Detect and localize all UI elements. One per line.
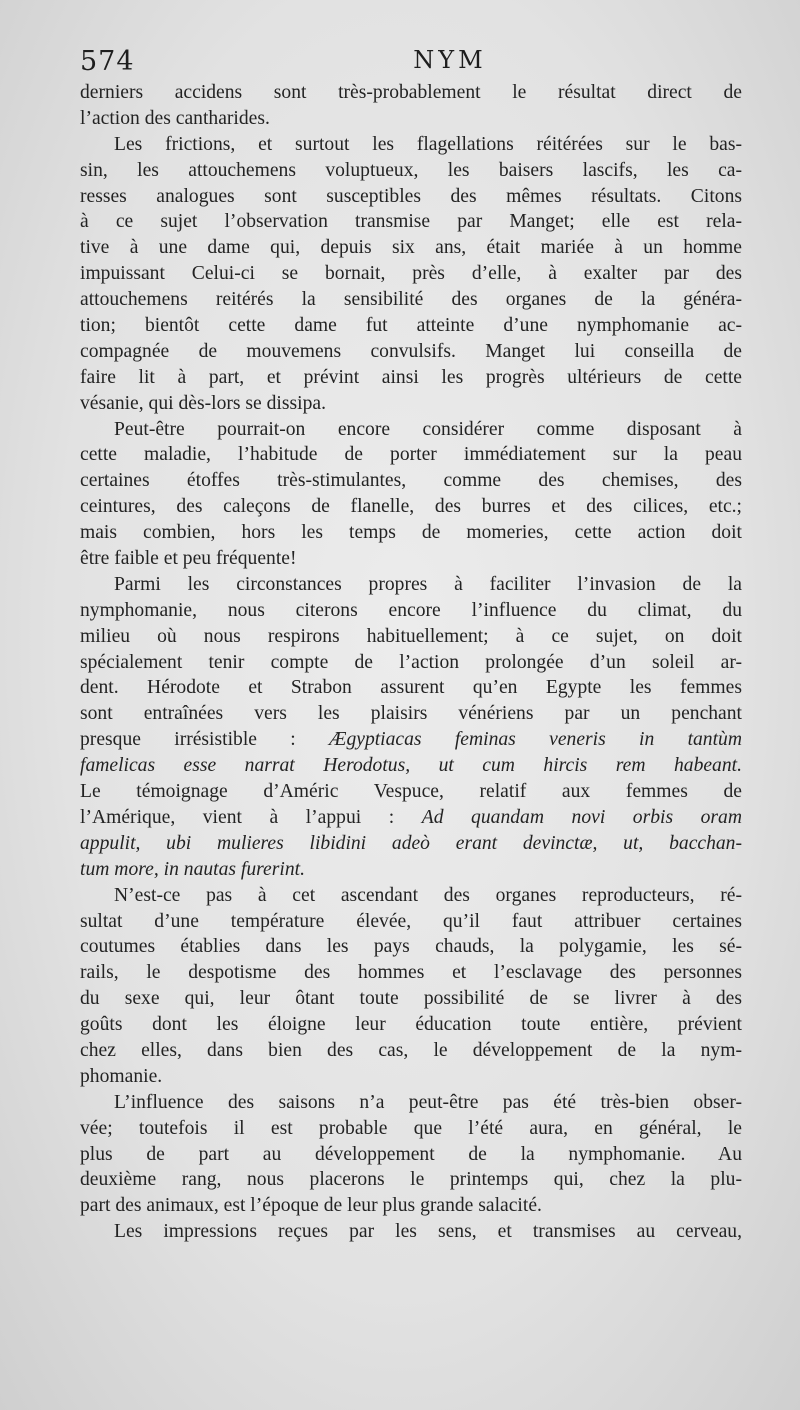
text-line xyxy=(80,365,742,391)
text-line-roman: sin, les attouchemens voluptueux, les baisers lascifs, les ca- xyxy=(80,159,742,181)
text-line-roman: Parmi les circonstances propres à faciliter l’invasion de la xyxy=(114,573,742,595)
text-line-roman: milieu où nous respirons habituellement; à ce sujet, on doit xyxy=(80,625,742,647)
text-line xyxy=(80,831,742,857)
text-line-roman: à ce sujet l’observation transmise par Manget; elle est rela- xyxy=(80,211,742,233)
text-line xyxy=(80,986,742,1012)
page-number: 574 xyxy=(80,46,135,77)
text-line xyxy=(80,1012,742,1038)
text-line-roman: l’action des cantharides. xyxy=(80,107,270,129)
text-line xyxy=(80,287,742,313)
text-line-roman: sultat d’une température élevée, qu’il faut attribuer certaines xyxy=(80,910,742,932)
text-line xyxy=(80,1142,742,1168)
text-line xyxy=(80,209,742,235)
text-line-italic: Ægyptiacas feminas veneris in tantùm xyxy=(329,729,742,751)
text-line xyxy=(80,805,742,831)
text-line-roman: ceintures, des caleçons de flanelle, des burres et des cilices, etc.; xyxy=(80,496,742,518)
text-line-roman: faire lit à part, et prévint ainsi les progrès ultérieurs de cette xyxy=(80,366,742,388)
text-line-roman: N’est-ce pas à cet ascendant des organes reproducteurs, ré- xyxy=(114,884,742,906)
text-line-roman: tive à une dame qui, depuis six ans, était mariée à un homme xyxy=(80,237,742,259)
running-head: NYM xyxy=(413,46,487,74)
text-line-roman: compagnée de mouvemens convulsifs. Manget lui conseilla de xyxy=(80,340,742,362)
text-line-roman: cette maladie, l’habitude de porter immédiatement sur la peau xyxy=(80,444,742,466)
text-line-roman: plus de part au développement de la nymphomanie. Au xyxy=(80,1143,742,1165)
text-line-roman: chez elles, dans bien des cas, le développement de la nym- xyxy=(80,1039,742,1061)
text-line xyxy=(80,184,742,210)
page-header xyxy=(80,46,740,78)
text-line-italic: famelicas esse narrat Herodotus, ut cum hircis rem habeant. xyxy=(80,755,742,777)
text-line-roman: spécialement tenir compte de l’action prolongée d’un soleil ar- xyxy=(80,651,742,673)
text-line-roman: L’influence des saisons n’a peut-être pas été très-bien obser- xyxy=(114,1091,742,1113)
text-line xyxy=(80,727,742,753)
text-line xyxy=(80,572,742,598)
text-line-roman: derniers accidens sont très-probablement le résultat direct de xyxy=(80,82,742,103)
text-line xyxy=(80,624,742,650)
text-line xyxy=(80,417,742,443)
text-line-roman: dent. Hérodote et Strabon assurent qu’en Egypte les femmes xyxy=(80,677,742,699)
text-line xyxy=(80,313,742,339)
text-line xyxy=(80,494,742,520)
text-line-roman: deuxième rang, nous placerons le printemps qui, chez la plu- xyxy=(80,1169,742,1191)
text-line xyxy=(80,675,742,701)
body-text xyxy=(80,80,742,1245)
text-line-roman: du sexe qui, leur ôtant toute possibilité de se livrer à des xyxy=(80,988,742,1010)
text-line xyxy=(80,520,742,546)
text-line xyxy=(80,1219,742,1245)
text-line xyxy=(80,598,742,624)
text-line-roman: tion; bientôt cette dame fut atteinte d’une nymphomanie ac- xyxy=(80,315,742,337)
text-line-roman: mais combien, hors les temps de momeries, cette action doit xyxy=(80,522,742,544)
text-line-roman: vée; toutefois il est probable que l’été aura, en général, le xyxy=(80,1117,742,1139)
text-line-roman: coutumes établies dans les pays chauds, la polygamie, les sé- xyxy=(80,936,742,958)
text-line xyxy=(80,650,742,676)
text-line-roman: phomanie. xyxy=(80,1065,163,1087)
text-line-roman: être faible et peu fréquente! xyxy=(80,548,297,570)
text-line-roman: resses analogues sont susceptibles des mêmes résultats. Citons xyxy=(80,185,742,207)
text-line-roman: Les frictions, et surtout les flagellations réitérées sur le bas- xyxy=(114,133,742,155)
text-line xyxy=(80,1038,742,1064)
text-line-roman: attouchemens reitérés la sensibilité des organes de la généra- xyxy=(80,289,742,311)
text-line xyxy=(80,1090,742,1116)
text-line-roman: rails, le despotisme des hommes et l’esclavage des personnes xyxy=(80,962,742,984)
text-line xyxy=(80,701,742,727)
text-line-roman: l’Amérique, vient à l’appui : xyxy=(80,806,395,828)
text-line xyxy=(80,106,742,132)
text-line xyxy=(80,158,742,184)
text-line-roman: impuissant Celui-ci se bornait, près d’elle, à exalter par des xyxy=(80,263,742,285)
text-line-roman: sont entraînées vers les plaisirs vénériens par un penchant xyxy=(80,703,742,725)
text-line xyxy=(80,1167,742,1193)
text-line xyxy=(80,132,742,158)
text-line-roman: presque irrésistible : xyxy=(80,729,296,751)
text-line xyxy=(80,1064,742,1090)
text-line xyxy=(80,883,742,909)
text-line-roman: Le témoignage d’Améric Vespuce, relatif aux femmes de xyxy=(80,781,742,803)
text-line xyxy=(80,261,742,287)
text-line xyxy=(80,753,742,779)
text-line xyxy=(80,934,742,960)
text-line-roman: Les impressions reçues par les sens, et transmises au cerveau, xyxy=(114,1221,742,1243)
text-line-italic: tum more, in nautas furerint. xyxy=(80,858,305,880)
text-line xyxy=(80,960,742,986)
text-line xyxy=(80,779,742,805)
text-line-italic: appulit, ubi mulieres libidini adeò erant devinctæ, ut, bacchan- xyxy=(80,832,742,854)
text-line-roman: nymphomanie, nous citerons encore l’influence du climat, du xyxy=(80,599,742,621)
text-line xyxy=(80,909,742,935)
text-line xyxy=(80,80,742,106)
text-line xyxy=(80,546,742,572)
text-line-roman: vésanie, qui dès-lors se dissipa. xyxy=(80,392,326,414)
text-line-roman: Peut-être pourrait-on encore considérer comme disposant à xyxy=(114,418,742,440)
text-line-italic: Ad quandam novi orbis oram xyxy=(421,806,742,828)
text-line-roman: certaines étoffes très-stimulantes, comme des chemises, des xyxy=(80,470,742,492)
text-line xyxy=(80,339,742,365)
text-line xyxy=(80,442,742,468)
text-line xyxy=(80,1116,742,1142)
text-line xyxy=(80,391,742,417)
text-line xyxy=(80,857,742,883)
text-line xyxy=(80,1193,742,1219)
text-line-roman: goûts dont les éloigne leur éducation toute entière, prévient xyxy=(80,1014,742,1036)
text-line xyxy=(80,468,742,494)
text-line xyxy=(80,235,742,261)
text-line-roman: part des animaux, est l’époque de leur plus grande salacité. xyxy=(80,1195,542,1217)
